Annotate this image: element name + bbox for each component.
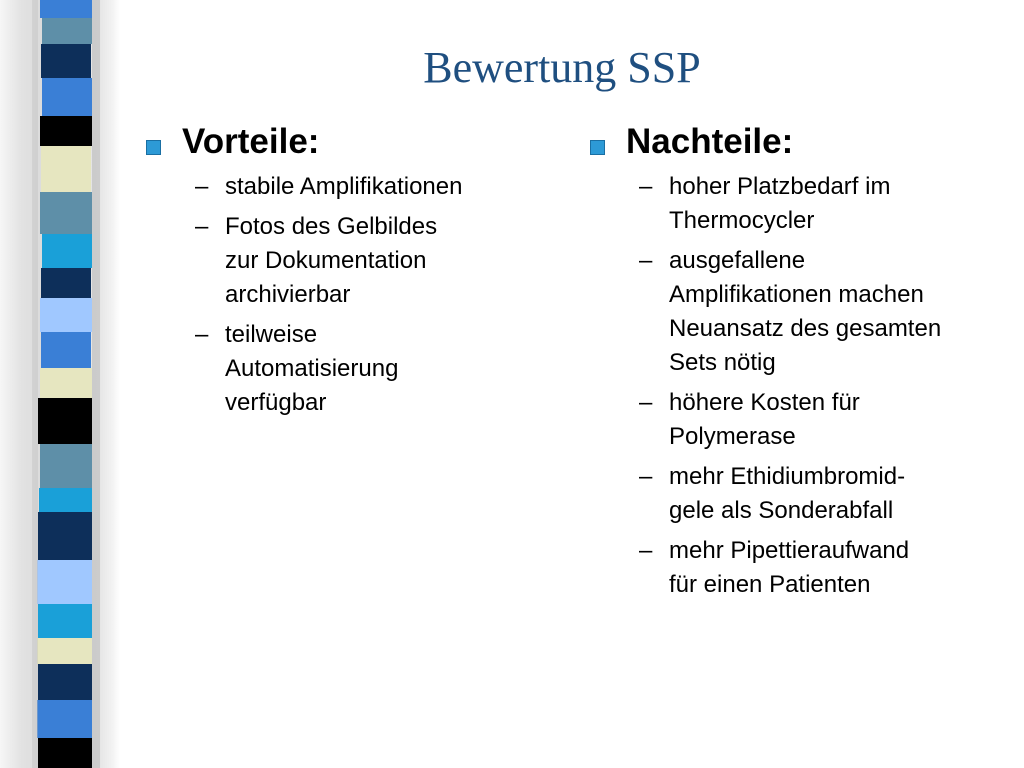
disadvantage-item-text: mehr Ethidiumbromid- gele als Sonderabfall <box>669 463 906 524</box>
square-bullet-icon <box>146 140 161 155</box>
advantages-list <box>140 170 530 420</box>
disadvantage-item <box>584 386 1014 454</box>
square-bullet-icon <box>590 140 605 155</box>
advantage-item <box>140 170 530 204</box>
advantage-item-text: teilweise Automatisierung verfügbar <box>225 321 399 416</box>
dash-bullet-icon: – <box>195 173 209 200</box>
disadvantages-heading <box>584 120 1014 164</box>
decorative-stripe-background <box>0 0 120 768</box>
decorative-stripe-band <box>0 0 120 768</box>
advantage-item-text: stabile Amplifikationen <box>225 173 463 200</box>
disadvantage-item <box>584 170 1014 238</box>
advantage-item-text: Fotos des Gelbildes zur Dokumentation archivierbar <box>225 213 438 308</box>
disadvantage-item <box>584 244 1014 380</box>
disadvantage-item <box>584 534 1014 602</box>
dash-bullet-icon: – <box>195 213 209 240</box>
advantage-item <box>140 210 530 312</box>
disadvantage-item-text: höhere Kosten für Polymerase <box>669 389 860 450</box>
disadvantages-column <box>584 120 1014 608</box>
dash-bullet-icon: – <box>195 321 209 348</box>
dash-bullet-icon: – <box>639 389 653 416</box>
dash-bullet-icon: – <box>639 247 653 274</box>
dash-bullet-icon: – <box>639 463 653 490</box>
advantages-heading-label: Vorteile: <box>182 122 320 161</box>
slide-title: Bewertung SSP <box>423 43 701 92</box>
disadvantage-item <box>584 460 1014 528</box>
advantages-column <box>140 120 530 426</box>
disadvantage-item-text: hoher Platzbedarf im Thermocycler <box>669 173 891 234</box>
disadvantages-list <box>584 170 1014 602</box>
dash-bullet-icon: – <box>639 173 653 200</box>
disadvantage-item-text: mehr Pipettieraufwand für einen Patienten <box>669 537 910 598</box>
disadvantages-heading-label: Nachteile: <box>626 122 794 161</box>
advantages-heading <box>140 120 530 164</box>
dash-bullet-icon: – <box>639 537 653 564</box>
advantage-item <box>140 318 530 420</box>
disadvantage-item-text: ausgefallene Amplifikationen machen Neuansatz des gesamten Sets nötig <box>669 247 942 376</box>
